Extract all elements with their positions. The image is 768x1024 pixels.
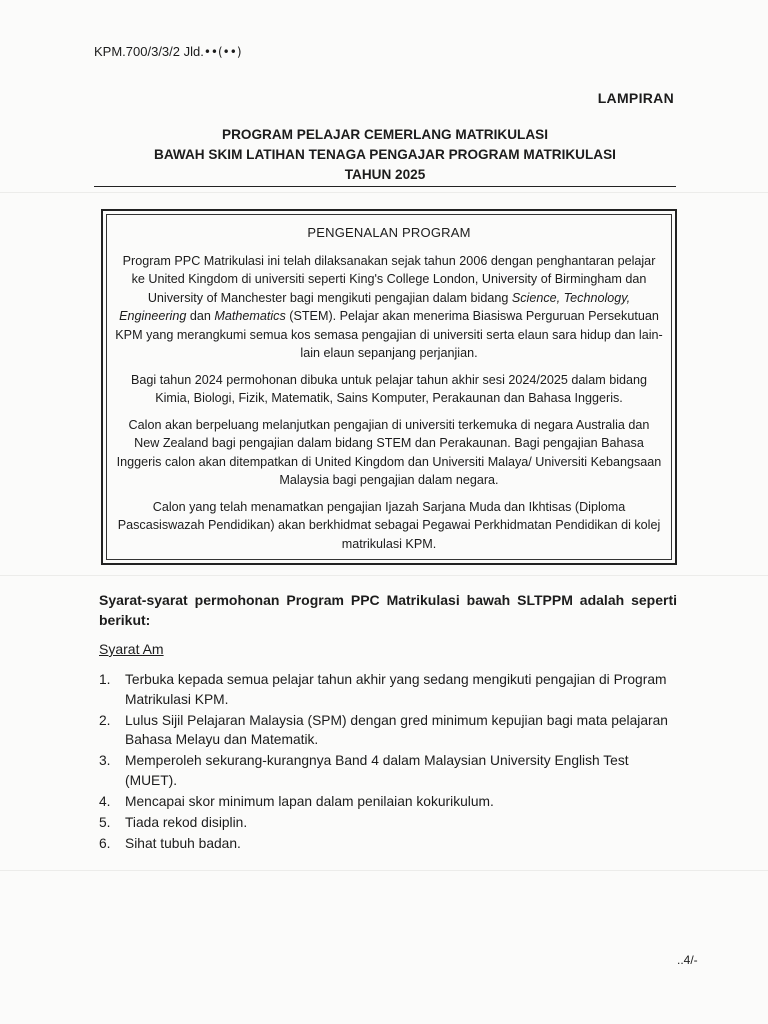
intro-p1-part-b: dan: [186, 309, 215, 323]
title-line-2: BAWAH SKIM LATIHAN TENAGA PENGAJAR PROGRAM MATRIKULASI: [154, 147, 616, 162]
list-item-text: Mencapai skor minimum lapan dalam penilaian kokurikulum.: [125, 793, 494, 809]
list-item-number: 4.: [99, 793, 111, 809]
intro-paragraph-4: Calon yang telah menamatkan pengajian Ijazah Sarjana Muda dan Ikhtisas (Diploma Pascasiswazah Pendidikan) akan berkhidmat sebagai Pegawai Perkhidmatan Pendidikan di kolej matrikulasi KPM.: [117, 499, 661, 551]
intro-paragraph-2: Bagi tahun 2024 permohonan dibuka untuk pelajar tahun akhir sesi 2024/2025 dalam bidang Kimia, Biologi, Fizik, Matematik, Sains Komputer, Perakaunan dan Bahasa Inggeris.: [130, 372, 648, 405]
list-item-number: 3.: [99, 753, 111, 768]
list-item-text: Terbuka kepada semua pelajar tahun akhir yang sedang mengikuti pengajian di Program Matrikulasi KPM.: [125, 672, 667, 707]
section-heading-syarat-am: Syarat Am: [99, 641, 164, 657]
list-item-text: Lulus Sijil Pelajaran Malaysia (SPM) dengan gred minimum kepujian bagi mata pelajaran Bahasa Melayu dan Matematik.: [125, 712, 668, 747]
program-intro-box-inner: [106, 214, 672, 560]
intro-p1-italic-2: Mathematics: [214, 309, 286, 323]
reference-number: [94, 44, 242, 59]
program-intro-box: [101, 209, 677, 565]
intro-p1-part-c: (STEM). Pelajar akan menerima Biasiswa Perguruan Persekutuan KPM yang merangkumi semua kos semasa pengajian di universiti serta elaun sara hidup dan lain-lain elaun sepanjang perjanjian.: [115, 309, 663, 360]
list-item: [99, 711, 677, 750]
list-item: [99, 670, 677, 709]
lampiran-label: LAMPIRAN: [597, 90, 674, 106]
requirements-list: [99, 670, 677, 855]
list-item-number: 1.: [99, 672, 111, 687]
list-item-text: Sihat tubuh badan.: [125, 835, 241, 851]
title-line-3: TAHUN 2025: [344, 167, 426, 182]
list-item: [99, 751, 677, 790]
handwritten-reference-suffix: ••(••): [203, 45, 242, 59]
list-item: [99, 834, 677, 854]
intro-p1-part-a: Program PPC Matrikulasi ini telah dilaksanakan sejak tahun 2006 dengan penghantaran pelajar ke United Kingdom di universiti seperti King's College London, University of Birmingham dan University of Manchester bagi mengikuti pengajian dalam bidang: [122, 253, 656, 305]
document-title: [94, 125, 676, 185]
title-divider: [94, 186, 676, 187]
list-item-text: Tiada rekod disiplin.: [125, 814, 248, 830]
program-intro-heading: PENGENALAN PROGRAM: [307, 225, 471, 240]
title-line-1: PROGRAM PELAJAR CEMERLANG MATRIKULASI: [222, 127, 548, 142]
list-item-number: 5.: [99, 814, 111, 830]
list-item: [99, 813, 677, 833]
requirements-intro: Syarat-syarat permohonan Program PPC Matrikulasi bawah SLTPPM adalah seperti berikut:: [99, 592, 677, 628]
list-item-number: 2.: [99, 712, 111, 728]
page-continuation-marker: ..4/-: [677, 953, 698, 967]
reference-text: KPM.700/3/3/2 Jld.: [94, 44, 204, 59]
intro-paragraph-1: [115, 252, 663, 363]
intro-paragraph-3: Calon akan berpeluang melanjutkan pengajian di universiti terkemuka di negara Australia dan New Zealand bagi pengajian dalam bidang STEM dan Perakaunan. Bagi pengajian Bahasa Inggeris calon akan ditempatkan di United Kingdom dan Universiti Malaya/ Universiti Kebangsaan Malaysia bagi pengajian dalam negara.: [116, 417, 662, 487]
list-item-number: 6.: [99, 835, 111, 851]
intro-p1-italic-1: Science, Technology, Engineering: [119, 290, 631, 323]
list-item: [99, 792, 677, 812]
list-item-text: Memperoleh sekurang-kurangnya Band 4 dalam Malaysian University English Test (MUET).: [125, 753, 629, 788]
